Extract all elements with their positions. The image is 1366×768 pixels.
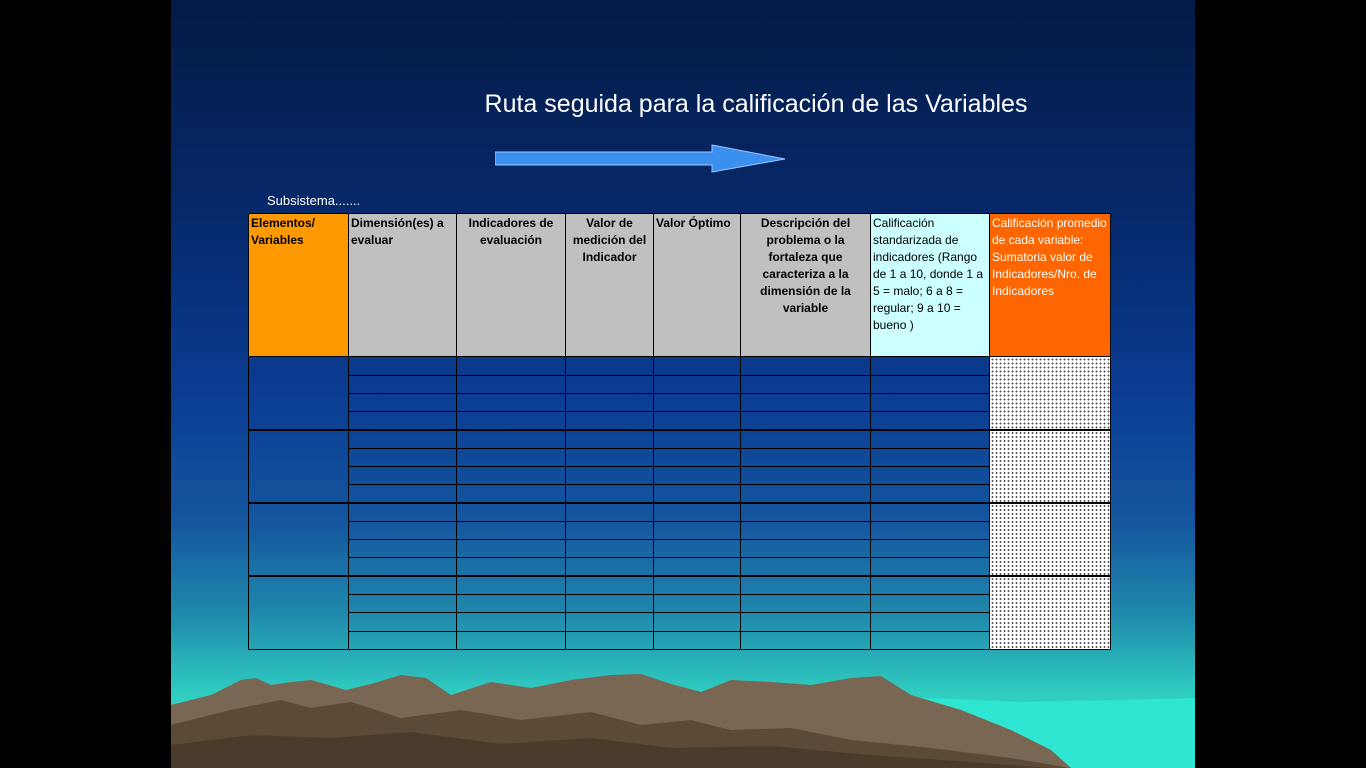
indicator-cell bbox=[457, 576, 566, 594]
indicator-cell bbox=[654, 357, 741, 375]
average-score-cell bbox=[990, 430, 1111, 503]
mountains-landscape bbox=[171, 640, 1195, 768]
header-valor-optimo: Valor Óptimo bbox=[654, 214, 741, 357]
subsystem-label: Subsistema....... bbox=[267, 193, 361, 208]
indicator-cell bbox=[654, 558, 741, 576]
indicator-cell bbox=[349, 594, 457, 612]
variable-cell bbox=[249, 576, 349, 649]
indicator-cell bbox=[457, 375, 566, 393]
indicator-cell bbox=[566, 430, 654, 448]
variable-cell bbox=[249, 430, 349, 503]
indicator-cell bbox=[871, 393, 990, 411]
indicator-cell bbox=[741, 540, 871, 558]
indicator-cell bbox=[654, 576, 741, 594]
indicator-cell bbox=[349, 412, 457, 430]
indicator-cell bbox=[871, 613, 990, 631]
indicator-cell bbox=[349, 613, 457, 631]
indicator-cell bbox=[566, 466, 654, 484]
table-row bbox=[249, 613, 1111, 631]
average-score-cell bbox=[990, 503, 1111, 576]
indicator-cell bbox=[349, 521, 457, 539]
indicator-cell bbox=[566, 503, 654, 521]
indicator-cell bbox=[566, 576, 654, 594]
header-descripcion: Descripción del problema o la fortaleza que caracteriza a la dimensión de la variable bbox=[741, 214, 871, 357]
table-row bbox=[249, 393, 1111, 411]
indicator-cell bbox=[457, 594, 566, 612]
indicator-cell bbox=[457, 466, 566, 484]
indicator-cell bbox=[654, 393, 741, 411]
indicator-cell bbox=[349, 448, 457, 466]
table-row bbox=[249, 430, 1111, 448]
variable-cell bbox=[249, 503, 349, 576]
indicator-cell bbox=[741, 594, 871, 612]
indicator-cell bbox=[654, 540, 741, 558]
indicator-cell bbox=[871, 466, 990, 484]
table-row bbox=[249, 466, 1111, 484]
indicator-cell bbox=[741, 466, 871, 484]
table-row bbox=[249, 357, 1111, 375]
indicator-cell bbox=[741, 412, 871, 430]
header-calificacion-promedio: Calificación promedio de cada variable: Sumatoria valor de Indicadores/Nro. de Indicadores bbox=[990, 214, 1111, 357]
indicator-cell bbox=[871, 521, 990, 539]
indicator-cell bbox=[741, 448, 871, 466]
indicator-cell bbox=[871, 430, 990, 448]
indicator-cell bbox=[566, 375, 654, 393]
indicator-cell bbox=[741, 357, 871, 375]
indicator-cell bbox=[457, 503, 566, 521]
indicator-cell bbox=[457, 393, 566, 411]
header-valor-medicion: Valor de medición del Indicador bbox=[566, 214, 654, 357]
indicator-cell bbox=[871, 503, 990, 521]
indicator-cell bbox=[654, 448, 741, 466]
indicator-cell bbox=[654, 613, 741, 631]
header-calificacion-standarizada: Calificación standarizada de indicadores (Rango de 1 a 10, donde 1 a 5 = malo; 6 a 8 = regular; 9 a 10 = bueno ) bbox=[871, 214, 990, 357]
indicator-cell bbox=[654, 375, 741, 393]
indicator-cell bbox=[457, 448, 566, 466]
table-row bbox=[249, 412, 1111, 430]
indicator-cell bbox=[457, 521, 566, 539]
variable-cell bbox=[249, 357, 349, 430]
indicator-cell bbox=[741, 430, 871, 448]
indicator-cell bbox=[349, 466, 457, 484]
indicator-cell bbox=[349, 576, 457, 594]
indicator-cell bbox=[566, 357, 654, 375]
table-row bbox=[249, 576, 1111, 594]
indicator-cell bbox=[871, 448, 990, 466]
indicator-cell bbox=[871, 375, 990, 393]
indicator-cell bbox=[457, 540, 566, 558]
indicator-cell bbox=[566, 393, 654, 411]
indicator-cell bbox=[566, 594, 654, 612]
indicator-cell bbox=[871, 576, 990, 594]
indicator-cell bbox=[349, 485, 457, 503]
indicator-cell bbox=[741, 485, 871, 503]
indicator-cell bbox=[349, 430, 457, 448]
indicator-cell bbox=[457, 558, 566, 576]
indicator-cell bbox=[349, 558, 457, 576]
indicator-cell bbox=[741, 503, 871, 521]
indicator-cell bbox=[871, 485, 990, 503]
table-row bbox=[249, 503, 1111, 521]
indicator-cell bbox=[457, 357, 566, 375]
indicator-cell bbox=[566, 521, 654, 539]
indicator-cell bbox=[654, 466, 741, 484]
header-indicadores: Indicadores de evaluación bbox=[457, 214, 566, 357]
average-score-cell bbox=[990, 357, 1111, 430]
indicator-cell bbox=[741, 393, 871, 411]
indicator-cell bbox=[566, 540, 654, 558]
header-elementos-variables: Elementos/ Variables bbox=[249, 214, 349, 357]
table-row bbox=[249, 485, 1111, 503]
indicator-cell bbox=[349, 503, 457, 521]
indicator-cell bbox=[654, 521, 741, 539]
indicator-cell bbox=[871, 357, 990, 375]
average-score-cell bbox=[990, 576, 1111, 649]
indicator-cell bbox=[349, 393, 457, 411]
indicator-cell bbox=[566, 412, 654, 430]
indicator-cell bbox=[566, 485, 654, 503]
table-row bbox=[249, 375, 1111, 393]
indicator-cell bbox=[654, 594, 741, 612]
indicator-cell bbox=[457, 485, 566, 503]
indicator-cell bbox=[457, 430, 566, 448]
indicator-cell bbox=[871, 540, 990, 558]
table-row bbox=[249, 448, 1111, 466]
indicator-cell bbox=[566, 613, 654, 631]
table-row bbox=[249, 540, 1111, 558]
indicator-cell bbox=[457, 613, 566, 631]
indicator-cell bbox=[349, 375, 457, 393]
header-dimensiones: Dimensión(es) a evaluar bbox=[349, 214, 457, 357]
slide bbox=[171, 0, 1195, 768]
indicator-cell bbox=[741, 375, 871, 393]
header-row bbox=[249, 214, 1111, 357]
indicator-cell bbox=[349, 357, 457, 375]
slide-title: Ruta seguida para la calificación de las Variables bbox=[484, 90, 1028, 118]
indicator-cell bbox=[457, 412, 566, 430]
indicator-cell bbox=[741, 558, 871, 576]
table-row bbox=[249, 521, 1111, 539]
table-row bbox=[249, 558, 1111, 576]
indicator-cell bbox=[871, 412, 990, 430]
indicator-cell bbox=[654, 485, 741, 503]
indicator-cell bbox=[741, 521, 871, 539]
indicator-cell bbox=[349, 540, 457, 558]
indicator-cell bbox=[566, 558, 654, 576]
indicator-cell bbox=[871, 558, 990, 576]
indicator-cell bbox=[871, 594, 990, 612]
indicator-cell bbox=[654, 412, 741, 430]
indicator-cell bbox=[654, 430, 741, 448]
indicator-cell bbox=[741, 613, 871, 631]
evaluation-table bbox=[248, 213, 1111, 650]
indicator-cell bbox=[566, 448, 654, 466]
indicator-cell bbox=[654, 503, 741, 521]
table-row bbox=[249, 594, 1111, 612]
right-arrow-icon bbox=[495, 144, 789, 174]
table-body bbox=[249, 357, 1111, 650]
indicator-cell bbox=[741, 576, 871, 594]
